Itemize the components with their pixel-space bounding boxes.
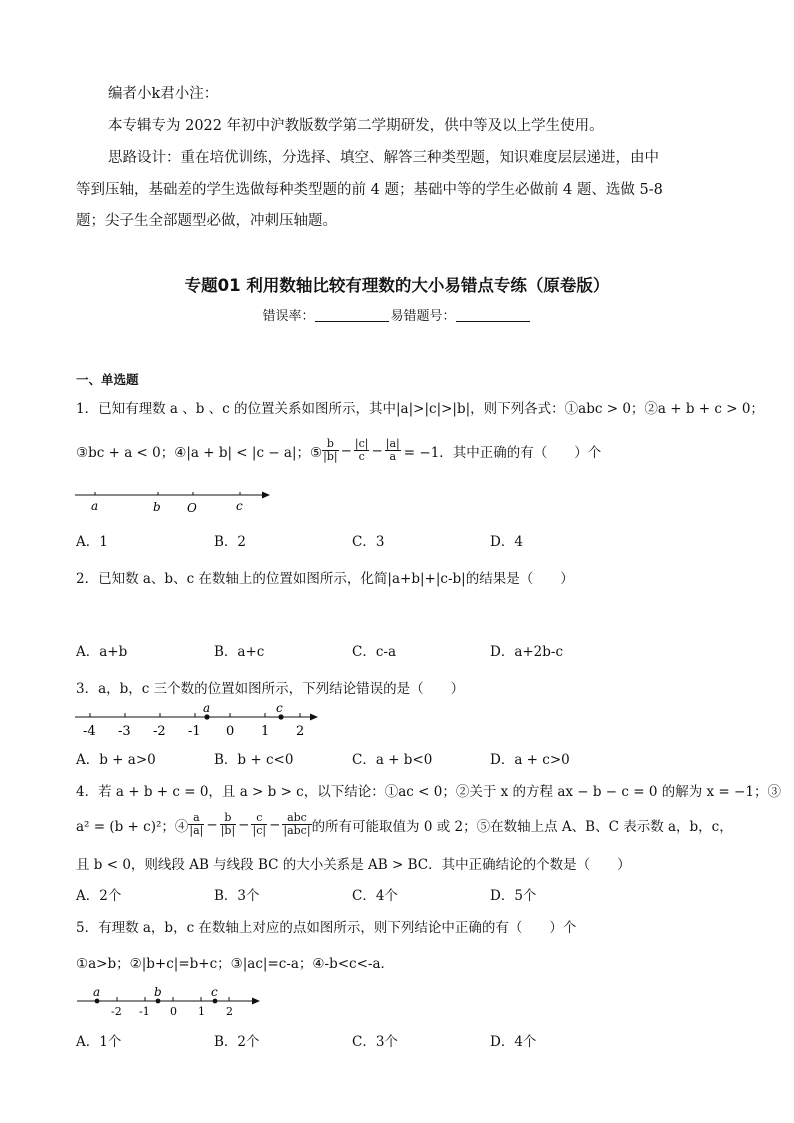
point-label-a: a	[93, 985, 101, 999]
option-b[interactable]: B．a+c	[214, 644, 265, 660]
tick-label: 2	[226, 1005, 233, 1018]
question-4-line3: 且 b < 0，则线段 AB 与线段 BC 的大小关系是 AB > BC．其中正确结论的个数是（ ）	[76, 857, 631, 873]
point-label-a: a	[203, 701, 211, 715]
point-label-b: b	[153, 500, 161, 514]
point-label-c: c	[236, 499, 243, 513]
option-d[interactable]: D．a + c>0	[490, 752, 570, 768]
question-5-line1: 5．有理数 a，b，c 在数轴上对应的点如图所示，则下列结论中正确的有（ ）个	[76, 920, 577, 936]
editor-note: 编者小k君小注：	[108, 86, 219, 102]
question-1-line2: ③bc + a < 0；④|a + b| < |c − a|；⑤ $\frac{b}{|b|}$ − $\frac{|c|}{c}$ − $\frac{|a|}{a}$ = −1．其中正确的有（ ）个	[76, 437, 602, 463]
question-1-line1: 1．已知有理数 a 、b 、c 的位置关系如图所示，其中|a|>|c|>|b|，则下列各式：①abc > 0；②a + b + c > 0；	[76, 401, 764, 417]
intro-line: 本专辑专为 2022 年初中沪教版数学第二学期研发，供中等及以上学生使用。	[108, 118, 604, 134]
fraction: $\frac{a}{|a|}$	[189, 811, 204, 837]
option-c[interactable]: C．3个	[352, 1034, 398, 1050]
tick-label: 1	[261, 724, 270, 739]
option-a[interactable]: A．1个	[76, 1034, 122, 1050]
option-d[interactable]: D．4个	[490, 1034, 537, 1050]
option-a[interactable]: A．2个	[76, 888, 122, 904]
option-c[interactable]: C．4个	[352, 888, 398, 904]
option-a[interactable]: A．a+b	[76, 644, 128, 660]
intro-line: 题；尖子生全部题型必做，冲刺压轴题。	[76, 213, 337, 229]
question-5-line2: ①a>b；②|b+c|=b+c；③|ac|=c-a；④-b<c<-a．	[76, 956, 395, 972]
origin-label: O	[187, 501, 197, 515]
fraction: $\frac{|a|}{a}$	[385, 437, 400, 463]
option-a[interactable]: A．1	[76, 534, 108, 550]
tick-label: -2	[153, 724, 166, 739]
fraction: $\frac{b}{|b|}$	[220, 811, 236, 837]
question-4-text: a² = (b + c)²；④	[76, 818, 189, 835]
option-c[interactable]: C．3	[352, 534, 385, 550]
error-rate-blank	[315, 308, 389, 322]
option-d[interactable]: D．5个	[490, 888, 537, 904]
option-d[interactable]: D．a+2b-c	[490, 644, 564, 660]
question-3: 3．a，b，c 三个数的位置如图所示，下列结论错误的是（ ）	[76, 681, 465, 697]
point-label-b: b	[154, 985, 162, 999]
tick-label: 1	[198, 1005, 205, 1018]
tick-label: -4	[83, 724, 96, 739]
wrong-number-blank	[456, 308, 530, 322]
fraction: $\frac{\text{abc}}{\text{|abc|}}$	[283, 811, 311, 837]
option-d[interactable]: D．4	[490, 534, 523, 550]
question-4-line2: a² = (b + c)²；④ $\frac{a}{|a|}$ − $\frac{b}{|b|}$ − $\frac{c}{|c|}$ − $\frac{\text{abc}}{\text{|abc|}}$ 的所有可能取值为 0 或 2；⑤在数轴上点 A、B、C 表示数 a，b，c，	[76, 811, 733, 837]
point-label-c: c	[276, 701, 283, 715]
tick-label: 2	[296, 724, 305, 739]
error-rate-label: 错误率：	[262, 309, 315, 324]
point-label-c: c	[211, 985, 218, 999]
page-title: 专题01 利用数轴比较有理数的大小易错点专练（原卷版）	[184, 276, 610, 295]
fraction: $\frac{c}{|c|}$	[252, 811, 267, 837]
tick-label: -1	[139, 1005, 150, 1018]
tick-label: 0	[226, 724, 235, 739]
fraction: $\frac{b}{|b|}$	[323, 437, 338, 463]
tick-label: -2	[111, 1005, 122, 1018]
wrong-number-label: 易错题号：	[390, 309, 456, 324]
number-line-q5	[72, 985, 272, 1021]
tick-label: -1	[188, 724, 201, 739]
question-1-text: ③bc + a < 0；④|a + b| < |c − a|；⑤	[76, 444, 323, 461]
option-b[interactable]: B．2个	[214, 1034, 260, 1050]
question-2: 2．已知数 a、b、c 在数轴上的位置如图所示，化简|a+b|+|c-b|的结果是（ ）	[76, 571, 574, 587]
section-heading: 一、单选题	[76, 372, 139, 387]
option-b[interactable]: B．b + c<0	[214, 752, 294, 768]
option-c[interactable]: C．c-a	[352, 644, 397, 660]
point-label-a: a	[91, 499, 99, 513]
intro-line: 思路设计：重在培优训练，分选择、填空、解答三种类型题，知识难度层层递进，由中	[108, 150, 659, 166]
number-line-q1	[70, 485, 280, 515]
question-4-line1: 4．若 a + b + c = 0，且 a > b > c，以下结论：①ac < 0；②关于 x 的方程 ax − b − c = 0 的解为 x = −1；③	[76, 784, 781, 800]
error-rate-line	[0, 305, 794, 324]
intro-line: 等到压轴，基础差的学生选做每种类型题的前 4 题；基础中等的学生必做前 4 题、选做 5-8	[76, 182, 663, 198]
option-b[interactable]: B．3个	[214, 888, 260, 904]
option-a[interactable]: A．b + a>0	[76, 752, 156, 768]
number-line-q3	[70, 700, 330, 742]
question-1-text: = −1．其中正确的有（ ）个	[403, 444, 602, 461]
tick-label: 0	[170, 1005, 177, 1018]
option-c[interactable]: C．a + b<0	[352, 752, 433, 768]
question-4-text: 的所有可能取值为 0 或 2；⑤在数轴上点 A、B、C 表示数 a，b，c，	[311, 818, 733, 835]
option-b[interactable]: B．2	[214, 534, 247, 550]
tick-label: -3	[118, 724, 131, 739]
fraction: $\frac{|c|}{c}$	[354, 437, 369, 463]
